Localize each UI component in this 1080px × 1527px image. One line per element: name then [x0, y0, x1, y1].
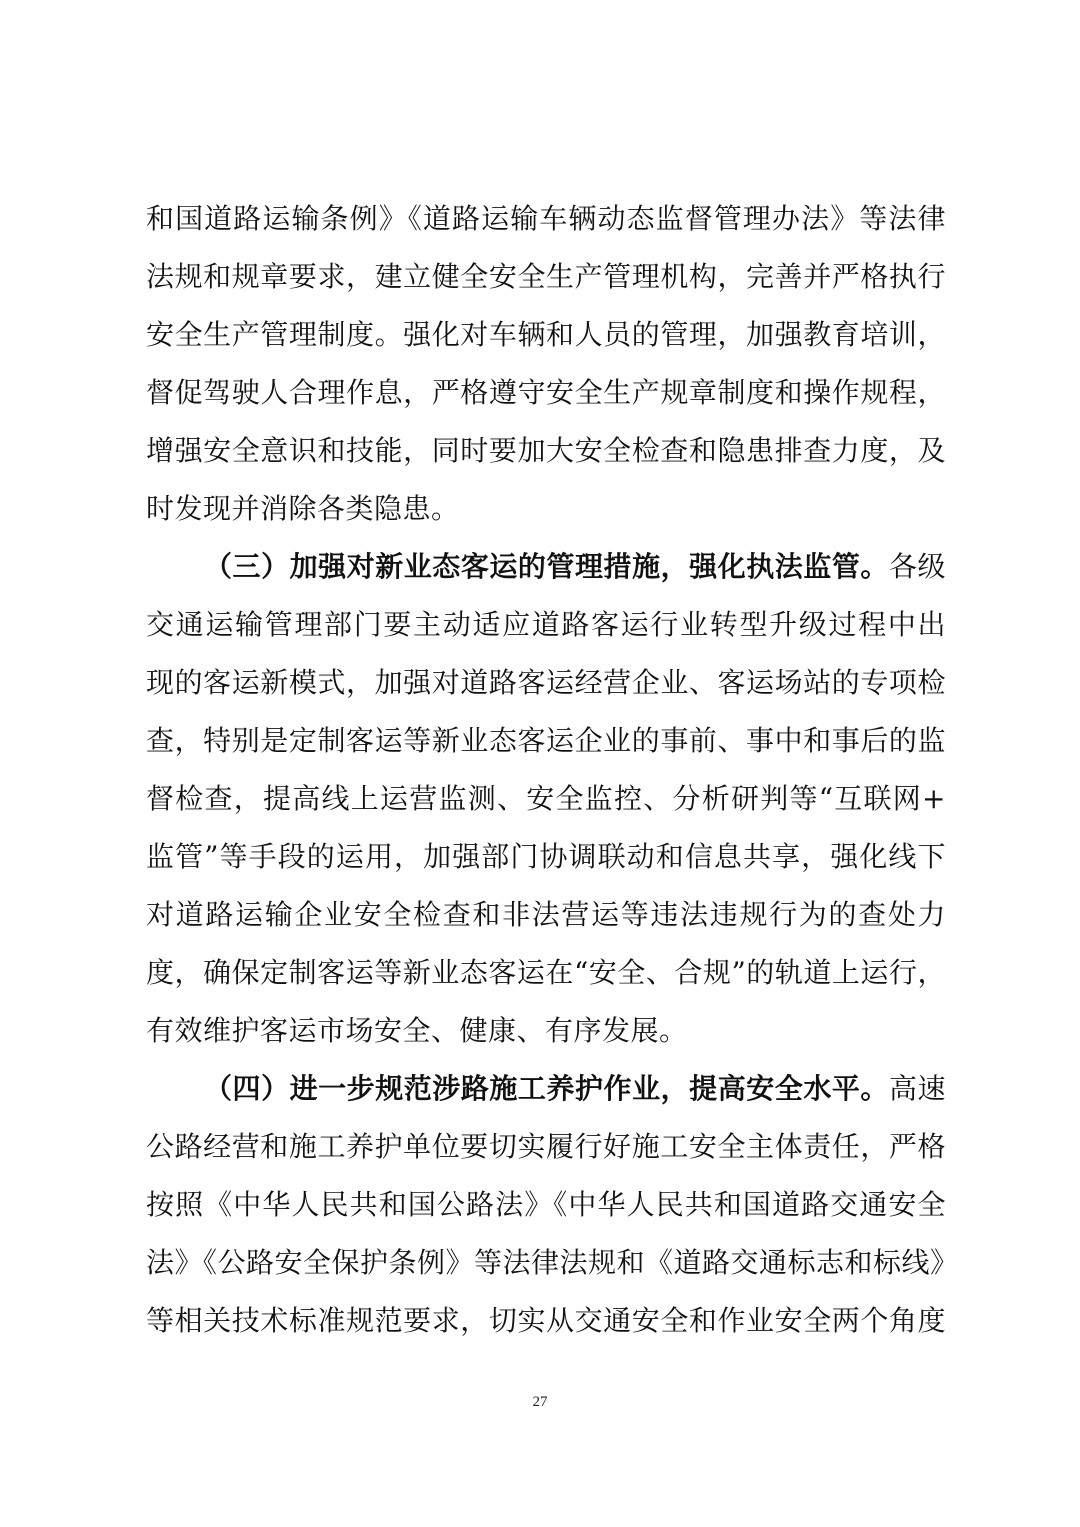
text-line: 等相关技术标准规范要求，切实从交通安全和作业安全两个角度	[146, 1304, 946, 1337]
section-first-line	[146, 538, 946, 596]
section-text: 高速	[888, 1072, 946, 1105]
section-heading: （四）进一步规范涉路施工养护作业，提高安全水平。	[204, 1072, 889, 1105]
text-line: 交通运输管理部门要主动适应道路客运行业转型升级过程中出	[146, 608, 946, 641]
page-number: 27	[532, 1394, 548, 1410]
text-line: 督促驾驶人合理作息，严格遵守安全生产规章制度和操作规程，	[146, 376, 946, 409]
text-line: 有效维护客运市场安全、健康、有序发展。	[146, 1014, 688, 1047]
text-line: 监管”等手段的运用，加强部门协调联动和信息共享，强化线下	[146, 840, 946, 873]
section-text: 各级	[888, 550, 946, 583]
text-line: 公路经营和施工养护单位要切实履行好施工安全主体责任，严格	[146, 1130, 946, 1163]
text-line: 对道路运输企业安全检查和非法营运等违法违规行为的查处力	[146, 898, 946, 931]
section-first-line	[146, 1060, 946, 1118]
text-line: 增强安全意识和技能，同时要加大安全检查和隐患排查力度，及	[146, 434, 946, 467]
body-text	[146, 190, 959, 1350]
section-heading: （三）加强对新业态客运的管理措施，强化执法监管。	[204, 550, 889, 583]
text-line: 时发现并消除各类隐患。	[146, 492, 460, 525]
text-line: 法》《公路安全保护条例》等法律法规和《道路交通标志和标线》	[146, 1246, 959, 1279]
text-line: 度，确保定制客运等新业态客运在“安全、合规”的轨道上运行，	[146, 956, 946, 989]
text-line: 现的客运新模式，加强对道路客运经营企业、客运场站的专项检	[146, 666, 946, 699]
paragraph-section-3	[146, 538, 946, 1060]
text-line: 安全生产管理制度。强化对车辆和人员的管理，加强教育培训，	[146, 318, 946, 351]
text-line: 按照《中华人民共和国公路法》《中华人民共和国道路交通安全	[146, 1188, 946, 1221]
text-line: 和国道路运输条例》《道路运输车辆动态监督管理办法》等法律	[146, 202, 946, 235]
paragraph-continuation	[146, 190, 946, 538]
text-line: 查，特别是定制客运等新业态客运企业的事前、事中和事后的监	[146, 724, 946, 757]
paragraph-section-4	[146, 1060, 959, 1350]
text-line: 法规和规章要求，建立健全安全生产管理机构，完善并严格执行	[146, 260, 946, 293]
text-line: 督检查，提高线上运营监测、安全监控、分析研判等“互联网+	[146, 782, 946, 815]
